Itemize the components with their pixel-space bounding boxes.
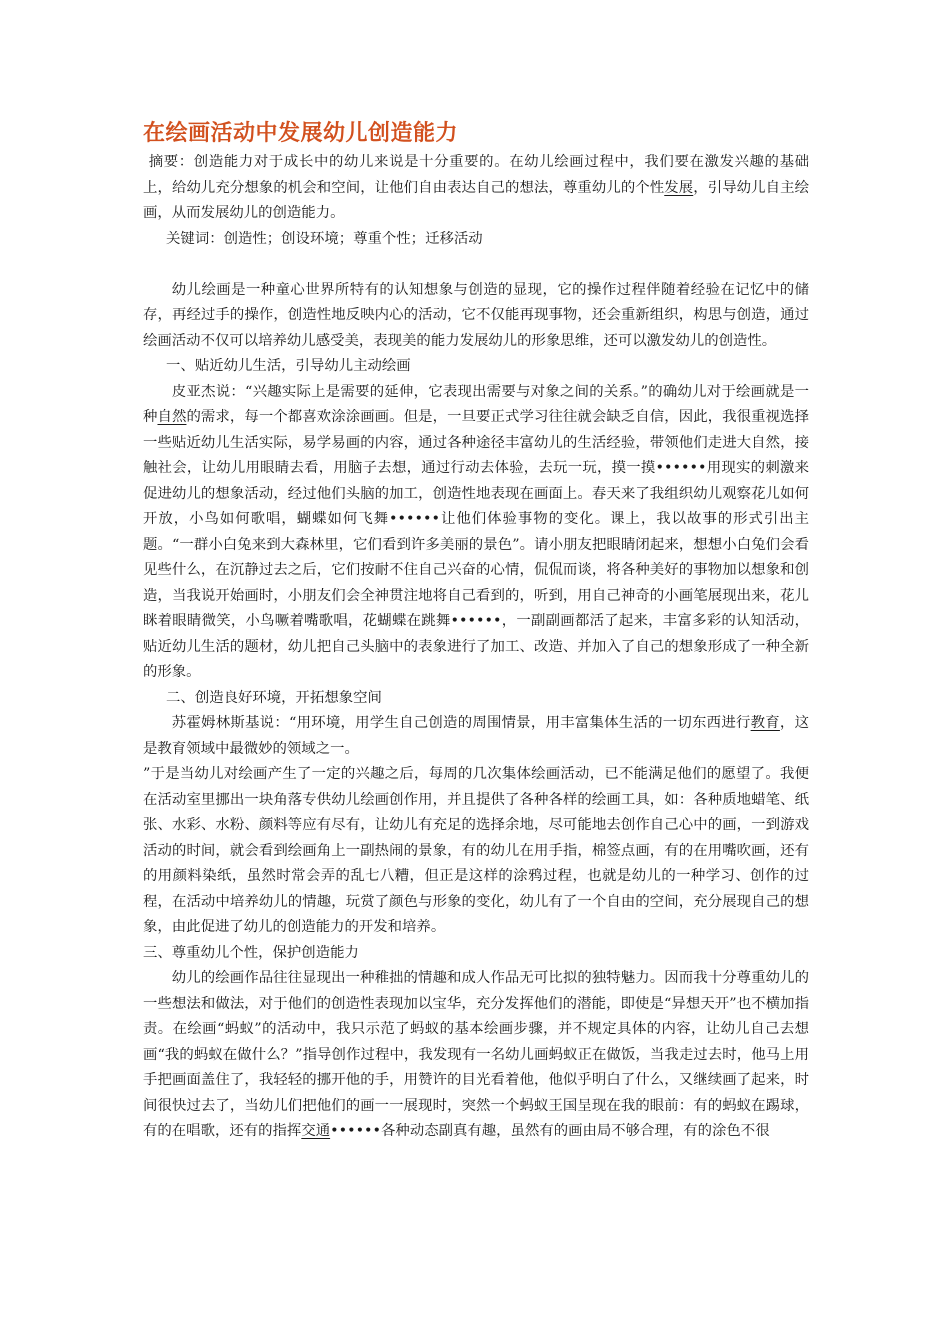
section-1-text: 皮亚杰说：“兴趣实际上是需要的延伸，它表现出需要与对象之间的关系。”的确幼儿对于绘画就是一种 bbox=[143, 383, 809, 425]
link-fazhan[interactable]: 发展 bbox=[664, 179, 694, 196]
section-2-quote-end: ，这是教育领域中最微妙的领域之一。 bbox=[143, 715, 809, 757]
abstract-text-end: ，引导幼儿自主绘画，从而发展幼儿的创造能力。 bbox=[143, 179, 809, 221]
link-jiaotong[interactable]: 交通 bbox=[301, 1123, 331, 1139]
keywords-line: 关键词：创造性；创设环境；尊重个性；迁移活动 bbox=[166, 230, 483, 247]
section-1-heading: 一、贴近幼儿生活，引导幼儿主动绘画 bbox=[166, 358, 411, 374]
section-2-heading: 二、创造良好环境，开拓想象空间 bbox=[166, 689, 382, 706]
page-title: 在绘画活动中发展幼儿创造能力 bbox=[143, 121, 459, 146]
spacer bbox=[143, 252, 809, 278]
link-jiaoyu[interactable]: 教育 bbox=[750, 715, 780, 731]
abstract-text: 摘要：创造能力对于成长中的幼儿来说是十分重要的。在幼儿绘画过程中，我们要在激发兴趣的基础上，给幼儿充分想象的机会和空间，让他们自由表达自己的想法，尊重幼儿的个性 bbox=[143, 154, 809, 196]
abstract-paragraph bbox=[143, 150, 809, 227]
intro-paragraph: 幼儿绘画是一种童心世界所特有的认知想象与创造的显现，它的操作过程伴随着经验在记忆中的储存，再经过手的操作，创造性地反映内心的活动，它不仅能再现事物，还会重新组织，构思与创造，通过绘画活动不仅可以培养幼儿感受美，表现美的能力发展幼儿的形象思维，还可以激发幼儿的创造性。 bbox=[143, 281, 809, 349]
section-3-paragraph bbox=[143, 966, 809, 1145]
document-page bbox=[143, 118, 809, 1145]
section-2-quote bbox=[143, 711, 809, 762]
section-1-paragraph bbox=[143, 380, 809, 686]
section-2-quote-text: 苏霍姆林斯基说：“用环境，用学生自己创造的周围情景，用丰富集体生活的一切东西进行 bbox=[171, 715, 751, 731]
section-3-text: 幼儿的绘画作品往往显现出一种稚拙的情趣和成人作品无可比拟的独特魅力。因而我十分尊重幼儿的一些想法和做法，对于他们的创造性表现加以宝华，充分发挥他们的潜能，即使是“异想天开”也不横加指责。在绘画“蚂蚁”的活动中，我只示范了蚂蚁的基本绘画步骤，并不规定具体的内容，让幼儿自己去想画“我的蚂蚁在做什么？”指导创作过程中，我发现有一名幼儿画蚂蚁正在做饭，当我走过去时，他马上用手把画面盖住了，我轻轻的挪开他的手，用赞许的目光看着他，他似乎明白了什么，又继续画了起来，时间很快过去了，当幼儿们把他们的画一一展现时，突然一个蚂蚁王国呈现在我的眼前：有的蚂蚁在踢球，有的在唱歌，还有的指挥 bbox=[143, 970, 809, 1139]
section-2-paragraph: ”于是当幼儿对绘画产生了一定的兴趣之后，每周的几次集体绘画活动，已不能满足他们的愿望了。我便在活动室里挪出一块角落专供幼儿绘画创作用，并且提供了各种各样的绘画工具，如：各种质地蜡笔、纸张、水彩、水粉、颜料等应有尽有，让幼儿有充足的选择余地，尽可能地去创作自己心中的画，一到游戏活动的时间，就会看到绘画角上一副热闹的景象，有的幼儿在用手指，棉签点画，有的在用嘴吹画，还有的用颜料染纸，虽然时常会弄的乱七八糟，但正是这样的涂鸦过程，也就是幼儿的一种学习、创作的过程，在活动中培养幼儿的情趣，玩赏了颜色与形象的变化，幼儿有了一个自由的空间，充分展现自己的想象，由此促进了幼儿的创造能力的开发和培养。 bbox=[143, 766, 809, 935]
link-ziran[interactable]: 自然 bbox=[157, 409, 187, 425]
section-3-heading: 三、尊重幼儿个性，保护创造能力 bbox=[143, 944, 359, 961]
section-3-text-end: ••••••各种动态副真有趣，虽然有的画由局不够合理，有的涂色不很 bbox=[330, 1123, 770, 1139]
section-1-text-end: 的需求，每一个都喜欢涂涂画画。但是，一旦要正式学习往往就会缺乏自信，因此，我很重视选择一些贴近幼儿生活实际，易学易画的内容，通过各种途径丰富幼儿的生活经验，带领他们走进大自然，接触社会，让幼儿用眼睛去看，用脑子去想，通过行动去体验，去玩一玩，摸一摸••••••用现实的刺激来促进幼儿的想象活动，经过他们头脑的加工，创造性地表现在画面上。春天来了我组织幼儿观察花儿如何开放，小鸟如何歌唱，蝴蝶如何飞舞••••••让他们体验事物的变化。课上，我以故事的形式引出主题。“一群小白兔来到大森林里，它们看到许多美丽的景色”。请小朋友把眼睛闭起来，想想小白兔们会看见些什么，在沉静过去之后，它们按耐不住自己兴奋的心情，侃侃而谈，将各种美好的事物加以想象和创造，当我说开始画时，小朋友们会全神贯注地将自己看到的，听到，用自己神奇的小画笔展现出来，花儿眯着眼睛微笑，小鸟噘着嘴歌唱，花蝴蝶在跳舞••••••，一副副画都活了起来，丰富多彩的认知活动，贴近幼儿生活的题材，幼儿把自己头脑中的表象进行了加工、改造、并加入了自己的想象形成了一种全新的形象。 bbox=[143, 409, 809, 680]
